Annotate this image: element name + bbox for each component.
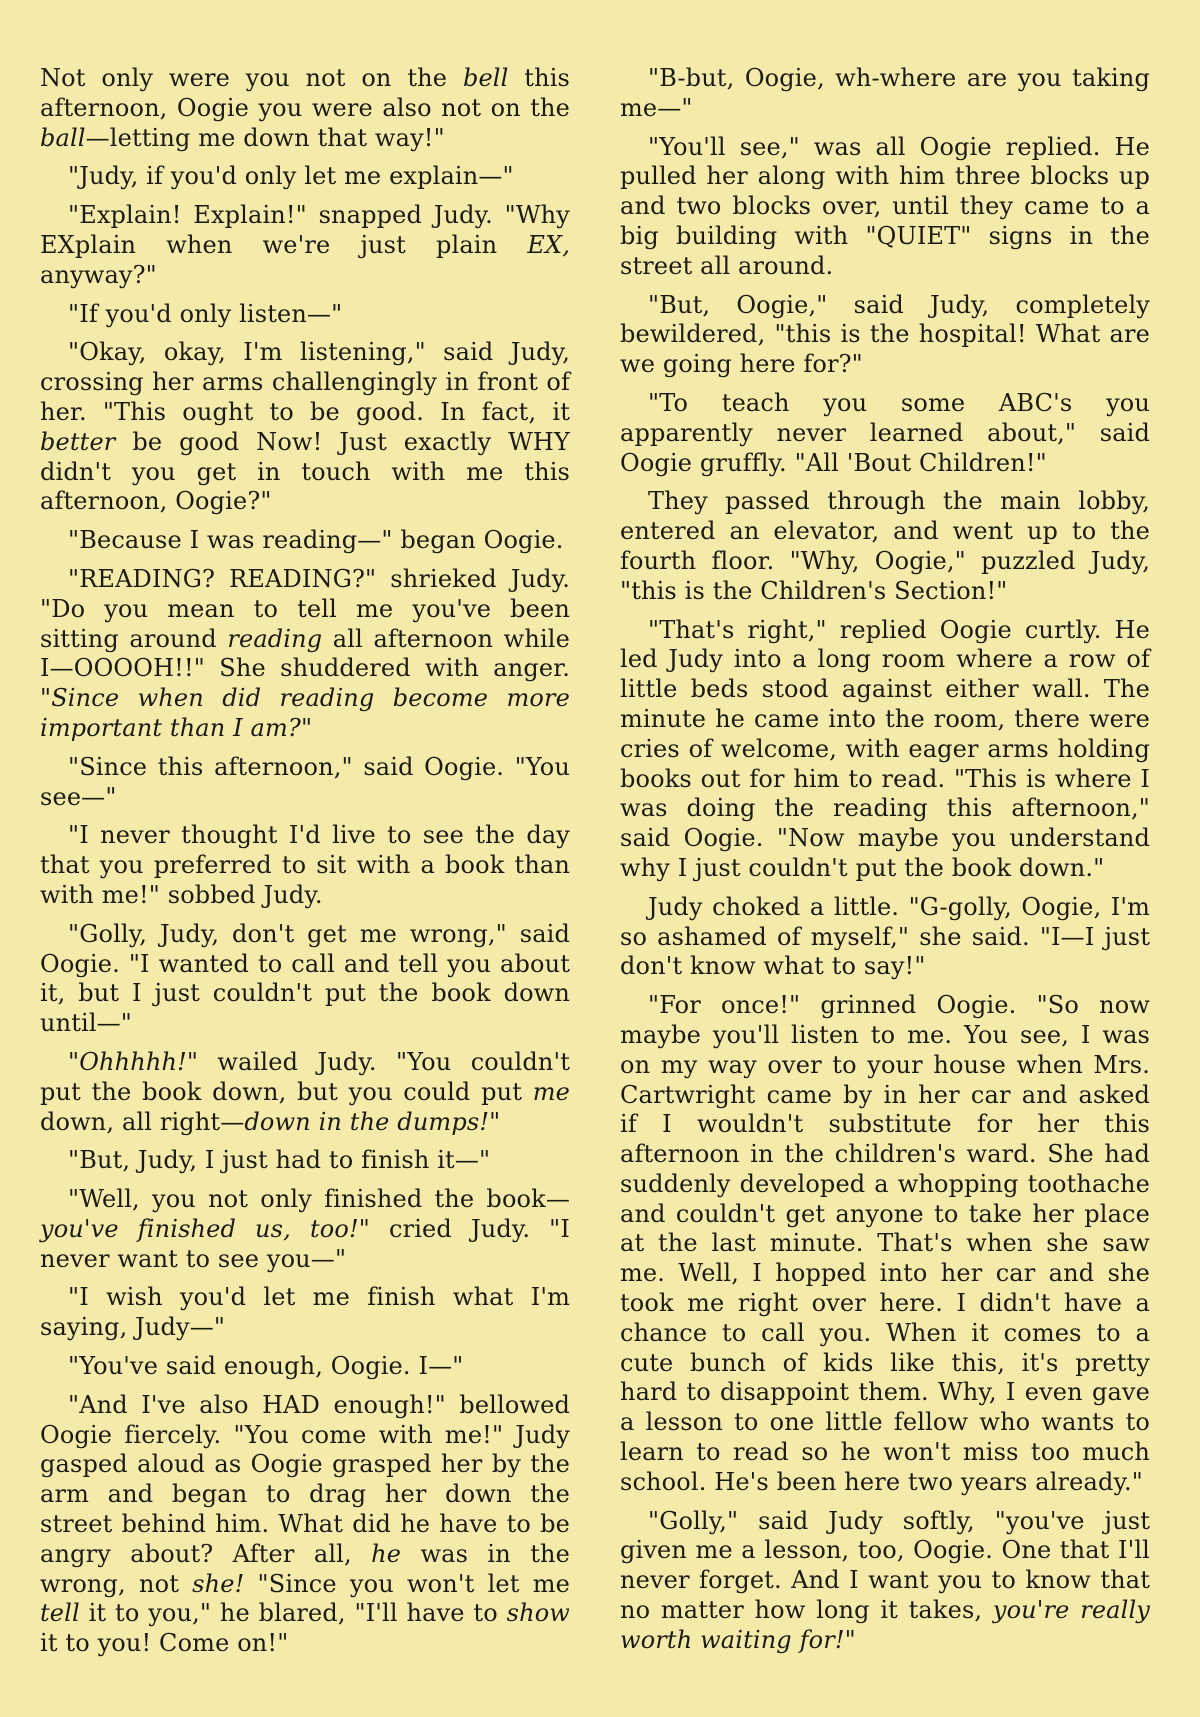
text-run: "I never thought I'd live to see the day that you preferred to sit with a book than with me!" sobbed Judy. bbox=[40, 821, 570, 909]
paragraph bbox=[40, 753, 570, 813]
italic-text: he bbox=[371, 1539, 402, 1568]
paragraph bbox=[40, 1185, 570, 1274]
text-run: this afternoon, Oogie you were also not on the bbox=[40, 64, 570, 122]
text-run: "Golly," said Judy softly, "you've just given me a lesson, too, Oogie. One that I'll never forget. And I want you to know that no matter how long it takes, bbox=[620, 1506, 1150, 1625]
left-text-column bbox=[40, 64, 570, 1668]
italic-text: you've finished us, too! bbox=[40, 1214, 359, 1243]
paragraph bbox=[620, 133, 1150, 282]
text-run: "Okay, okay, I'm listening," said Judy, crossing her arms challengingly in front of her. "This ought to be good. In fact, it bbox=[40, 338, 570, 426]
right-text-column bbox=[620, 64, 1150, 1665]
text-run: "Judy, if you'd only let me explain—" bbox=[68, 162, 514, 191]
paragraph bbox=[40, 338, 570, 517]
text-run: was in the wrong, not bbox=[40, 1539, 570, 1598]
paragraph bbox=[40, 162, 570, 192]
paragraph bbox=[40, 565, 570, 744]
text-run: "B-but, Oogie, wh-where are you taking me—" bbox=[620, 64, 1150, 122]
text-run: "Well, you not only finished the book— bbox=[68, 1185, 570, 1214]
text-run: be good Now! Just exactly WHY didn't you get in touch with me this afternoon, Oogie?" bbox=[40, 427, 570, 516]
paragraph bbox=[40, 821, 570, 910]
text-run: " bbox=[68, 1047, 80, 1076]
italic-text: you're really worth waiting for! bbox=[620, 1596, 1150, 1654]
paragraph bbox=[620, 893, 1150, 982]
italic-text: me bbox=[532, 1077, 570, 1106]
text-run: "Since this afternoon," said Oogie. "You see—" bbox=[40, 752, 570, 811]
italic-text: Ohhhhh! bbox=[79, 1047, 187, 1076]
text-run: " bbox=[300, 713, 313, 742]
paragraph bbox=[40, 1146, 570, 1176]
text-run: "Explain! Explain!" snapped Judy. "Why EXplain when we're just plain bbox=[40, 201, 570, 259]
paragraph bbox=[620, 616, 1150, 884]
paragraph bbox=[620, 389, 1150, 478]
paragraph bbox=[620, 991, 1150, 1498]
text-run: "Since you won't let me bbox=[244, 1569, 570, 1598]
italic-text: reading bbox=[227, 624, 323, 653]
text-run: —letting me down that way!" bbox=[85, 123, 445, 152]
italic-text: show bbox=[506, 1599, 570, 1628]
text-run: "To teach you some ABC's you apparently never learned about," said Oogie gruffly. "All 'Bout Children!" bbox=[620, 388, 1150, 477]
italic-text: tell bbox=[40, 1599, 80, 1628]
paragraph bbox=[40, 300, 570, 330]
text-run: "That's right," replied Oogie curtly. He led Judy into a long room where a row of little beds stood against either wall. The minute he came into the room, there were cries of welcome, with eager arms holding books out for him to read. "This is where I was doing the reading this afternoon," said Oogie. "Now maybe you understand why I just couldn't put the book down." bbox=[620, 615, 1150, 882]
italic-text: ball bbox=[40, 123, 86, 152]
text-run: " cried Judy. "I never want to see you—" bbox=[40, 1214, 570, 1273]
paragraph bbox=[620, 487, 1150, 606]
text-run: "Because I was reading—" began Oogie. bbox=[68, 526, 564, 555]
paragraph bbox=[40, 920, 570, 1039]
text-run: anyway?" bbox=[40, 260, 157, 289]
paragraph bbox=[40, 1352, 570, 1382]
italic-text: Since when did reading become more important than I am? bbox=[40, 684, 570, 742]
paragraph bbox=[40, 201, 570, 290]
paragraph bbox=[620, 1507, 1150, 1656]
paragraph bbox=[40, 1048, 570, 1137]
text-run: "If you'd only listen—" bbox=[68, 299, 343, 328]
italic-text: she! bbox=[192, 1569, 245, 1598]
paragraph bbox=[40, 1283, 570, 1343]
paragraph bbox=[620, 291, 1150, 380]
text-run: "READING? READING?" shrieked Judy. "Do you mean to tell me you've been sitting around bbox=[40, 564, 570, 653]
text-run: "You've said enough, Oogie. I—" bbox=[68, 1352, 464, 1381]
text-run: "But, Oogie," said Judy, completely bewildered, "this is the hospital! What are we going here for?" bbox=[620, 290, 1150, 379]
paragraph bbox=[40, 64, 570, 153]
text-run: " wailed Judy. "You couldn't put the book down, but you could put bbox=[40, 1047, 570, 1106]
text-run: it to you! Come on!" bbox=[40, 1629, 289, 1658]
text-run: "Golly, Judy, don't get me wrong," said Oogie. "I wanted to call and tell you about it, but I just couldn't put the book down until—" bbox=[40, 919, 570, 1038]
text-run: "For once!" grinned Oogie. "So now maybe you'll listen to me. You see, I was on my way over to your house when Mrs. Cartwright came by in her car and asked if I wouldn't substitute for her this afternoon in the children's ward. She had suddenly developed a whopping toothache and couldn't get anyone to take her place at the last minute. That's when she saw me. Well, I hopped into her car and she took me right over here. I didn't have a chance to call you. When it comes to a cute bunch of kids like this, it's pretty hard to disappoint them. Why, I even gave a lesson to one little fellow who wants to learn to read so he won't miss too much school. He's been here two years already." bbox=[620, 991, 1150, 1496]
text-run: it to you," he blared, "I'll have to bbox=[79, 1599, 507, 1628]
text-run: Not only were you not on the bbox=[40, 64, 463, 92]
italic-text: bell bbox=[462, 64, 509, 92]
text-run: all afternoon while I—OOOOH!!" She shuddered with anger. " bbox=[40, 624, 570, 713]
italic-text: better bbox=[40, 427, 116, 456]
text-run: "But, Judy, I just had to finish it—" bbox=[68, 1146, 491, 1175]
text-run: "And I've also HAD enough!" bellowed Oogie fiercely. "You come with me!" Judy gasped aloud as Oogie grasped her by the arm and began to drag her down the street behind him. What did he have to be angry about? After all, bbox=[40, 1390, 570, 1568]
text-run: "I wish you'd let me finish what I'm saying, Judy—" bbox=[40, 1283, 570, 1342]
paragraph bbox=[40, 526, 570, 556]
italic-text: EX, bbox=[527, 230, 570, 259]
paragraph bbox=[40, 1391, 570, 1659]
text-run: Judy choked a little. "G-golly, Oogie, I'm so ashamed of myself," she said. "I—I just don't know what to say!" bbox=[620, 892, 1150, 981]
text-run: down, all right— bbox=[40, 1107, 245, 1136]
text-run: They passed through the main lobby, entered an elevator, and went up to the fourth floor. "Why, Oogie," puzzled Judy, "this is the Children's Section!" bbox=[620, 487, 1150, 605]
paragraph bbox=[620, 64, 1150, 124]
text-run: "You'll see," was all Oogie replied. He pulled her along with him three blocks up and two blocks over, until they came to a big building with "QUIET" signs in the street all around. bbox=[620, 132, 1150, 280]
text-run: " bbox=[489, 1107, 501, 1136]
italic-text: down in the dumps! bbox=[244, 1107, 490, 1136]
text-run: " bbox=[844, 1625, 856, 1654]
